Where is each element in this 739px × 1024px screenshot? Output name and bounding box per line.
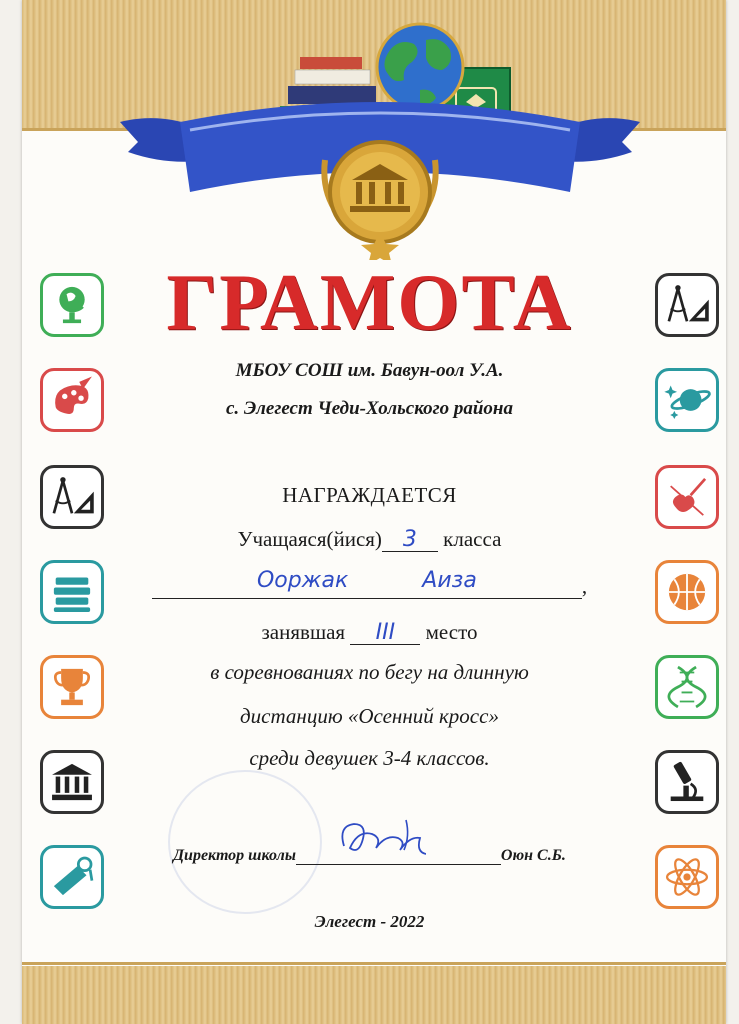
bottom-gold-line xyxy=(22,962,726,965)
palette-icon xyxy=(40,368,104,432)
diploma-scroll-icon xyxy=(40,845,104,909)
place-blank xyxy=(350,622,420,645)
pupil-line xyxy=(0,527,739,552)
microscope-icon xyxy=(655,750,719,814)
recipient-first-name: Аиза xyxy=(422,568,477,593)
signature-blank xyxy=(296,834,501,865)
place-line xyxy=(0,620,739,645)
compass-ruler-icon-right xyxy=(655,273,719,337)
body-line-2: дистанцию «Осенний кросс» xyxy=(240,704,499,728)
basketball-icon xyxy=(655,560,719,624)
atom-icon xyxy=(655,845,719,909)
recipient-comma: , xyxy=(581,574,588,598)
awarded-heading: НАГРАЖДАЕТСЯ xyxy=(282,483,457,507)
place-suffix: место xyxy=(425,620,478,644)
place-year-footer: Элегест - 2022 xyxy=(314,912,425,931)
body-line-1: в соревнованиях по бегу на длинную xyxy=(210,660,529,684)
bottom-gold-band xyxy=(22,966,726,1024)
director-name: Оюн С.Б. xyxy=(500,847,566,864)
pupil-suffix: класса xyxy=(443,527,502,551)
planet-icon xyxy=(655,368,719,432)
dna-icon xyxy=(655,655,719,719)
recipient-surname: Ооржак xyxy=(256,568,349,593)
violin-icon xyxy=(655,465,719,529)
body-line-3: среди девушек 3-4 классов. xyxy=(249,746,490,770)
recipient-blank xyxy=(152,570,582,599)
place-prefix: занявшая xyxy=(261,620,346,644)
emblem-books-globe-ribbon xyxy=(120,10,640,260)
museum-icon xyxy=(40,750,104,814)
trophy-icon xyxy=(40,655,104,719)
director-line xyxy=(0,834,739,865)
village-district: с. Элегест Чеди-Хольского района xyxy=(226,398,513,419)
signature-mark xyxy=(336,812,426,860)
globe-icon xyxy=(40,273,104,337)
certificate-title: ГРАМОТА xyxy=(166,259,573,347)
recipient-line xyxy=(0,570,739,610)
grade-value: 3 xyxy=(402,527,417,552)
compass-ruler-icon xyxy=(40,465,104,529)
pupil-prefix: Учащаяся(йися) xyxy=(237,527,382,551)
place-value: III xyxy=(375,620,396,645)
school-name: МБОУ СОШ им. Бавун-оол У.А. xyxy=(235,360,504,381)
books-icon xyxy=(40,560,104,624)
gold-medal-icon xyxy=(324,142,435,260)
grade-blank xyxy=(382,529,438,552)
director-label: Директор школы xyxy=(173,847,296,864)
